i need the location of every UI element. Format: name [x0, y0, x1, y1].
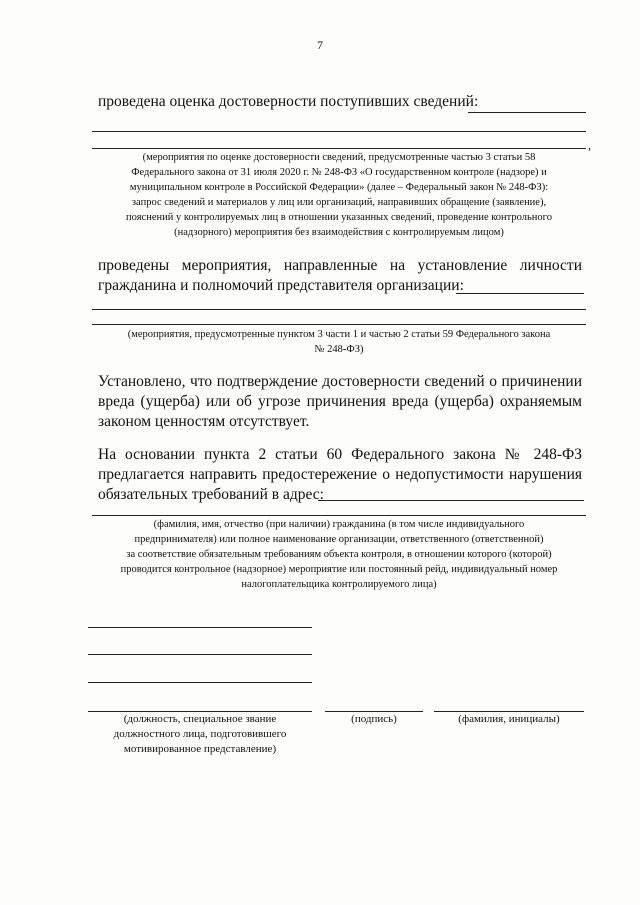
page-number: 7 [317, 38, 323, 52]
fill-line [88, 682, 312, 683]
trailing-comma: , [588, 138, 591, 152]
note-line: Федерального закона от 31 июля 2020 г. № 248-ФЗ «О государственном контроле (надзоре) и [131, 167, 547, 178]
caption-line: мотивированное представление) [123, 743, 277, 755]
identity-measures-line2: гражданина и полномочий представителя организации: [98, 277, 464, 294]
identity-measures-line1: проведены мероприятия, направленные на установление личности [98, 257, 582, 274]
proposal-line1: На основании пункта 2 статьи 60 Федерального закона № 248-ФЗ [98, 446, 582, 463]
note-line: (надзорного) мероприятия без взаимодействия с контролируемым лицом) [174, 227, 504, 238]
caption-line: должностного лица, подготовившего [113, 728, 287, 740]
fill-line [92, 309, 586, 310]
addressee-note [92, 517, 586, 592]
fill-line [88, 654, 312, 655]
identity-note [92, 327, 586, 357]
fill-line [456, 293, 584, 294]
note-line: (мероприятия по оценке достоверности сведений, предусмотренные частью 3 статьи 58 [142, 152, 536, 163]
note-line: (мероприятия, предусмотренные пунктом 3 части 1 и частью 2 статьи 59 Федерального закона [127, 329, 551, 340]
established-line2: вреда (ущерба) или об угрозе причинения вреда (ущерба) охраняемым [98, 393, 582, 410]
assessment-note [92, 150, 586, 240]
fill-line [92, 131, 586, 132]
note-line: муниципальном контроле в Российской Федерации» (далее – Федеральный закон № 248-ФЗ): [129, 182, 549, 193]
established-line3: законом ценностям отсутствует. [98, 413, 310, 430]
caption-line: (должность, специальное звание [123, 713, 277, 725]
note-line: пояснений у контролируемых лиц в отношении указанных сведений, проведение контрольного [126, 212, 552, 223]
note-line: (фамилия, имя, отчество (при наличии) гражданина (в том числе индивидуального [153, 519, 525, 530]
proposal-line3: обязательных требований в адрес: [98, 486, 324, 503]
position-caption [88, 712, 312, 757]
fill-line [468, 112, 586, 113]
fill-line [92, 148, 586, 149]
note-line: проводится контрольное (надзорное) мероприятие или постоянный рейд, индивидуальный номер [120, 564, 558, 575]
fill-line [318, 500, 584, 501]
note-line: за соответствие обязательным требованиям объекта контроля, в отношении которого (которой) [126, 549, 552, 560]
note-line: № 248-ФЗ) [314, 344, 364, 355]
note-line: запрос сведений и материалов у лиц или организаций, направивших обращение (заявление), [131, 197, 547, 208]
assessment-lead: проведена оценка достоверности поступивших сведений: [98, 93, 479, 110]
name-caption: (фамилия, инициалы) [458, 713, 560, 725]
note-line: налогоплательщика контролируемого лица) [241, 579, 437, 590]
note-line: предпринимателя) или полное наименование организации, ответственного (ответственной) [134, 534, 544, 545]
fill-line [92, 324, 586, 325]
fill-line [92, 515, 586, 516]
signature-caption: (подпись) [351, 713, 397, 725]
established-line1: Установлено, что подтверждение достоверности сведений о причинении [98, 373, 582, 390]
fill-line [88, 627, 312, 628]
proposal-line2: предлагается направить предостережение о недопустимости нарушения [98, 466, 582, 483]
